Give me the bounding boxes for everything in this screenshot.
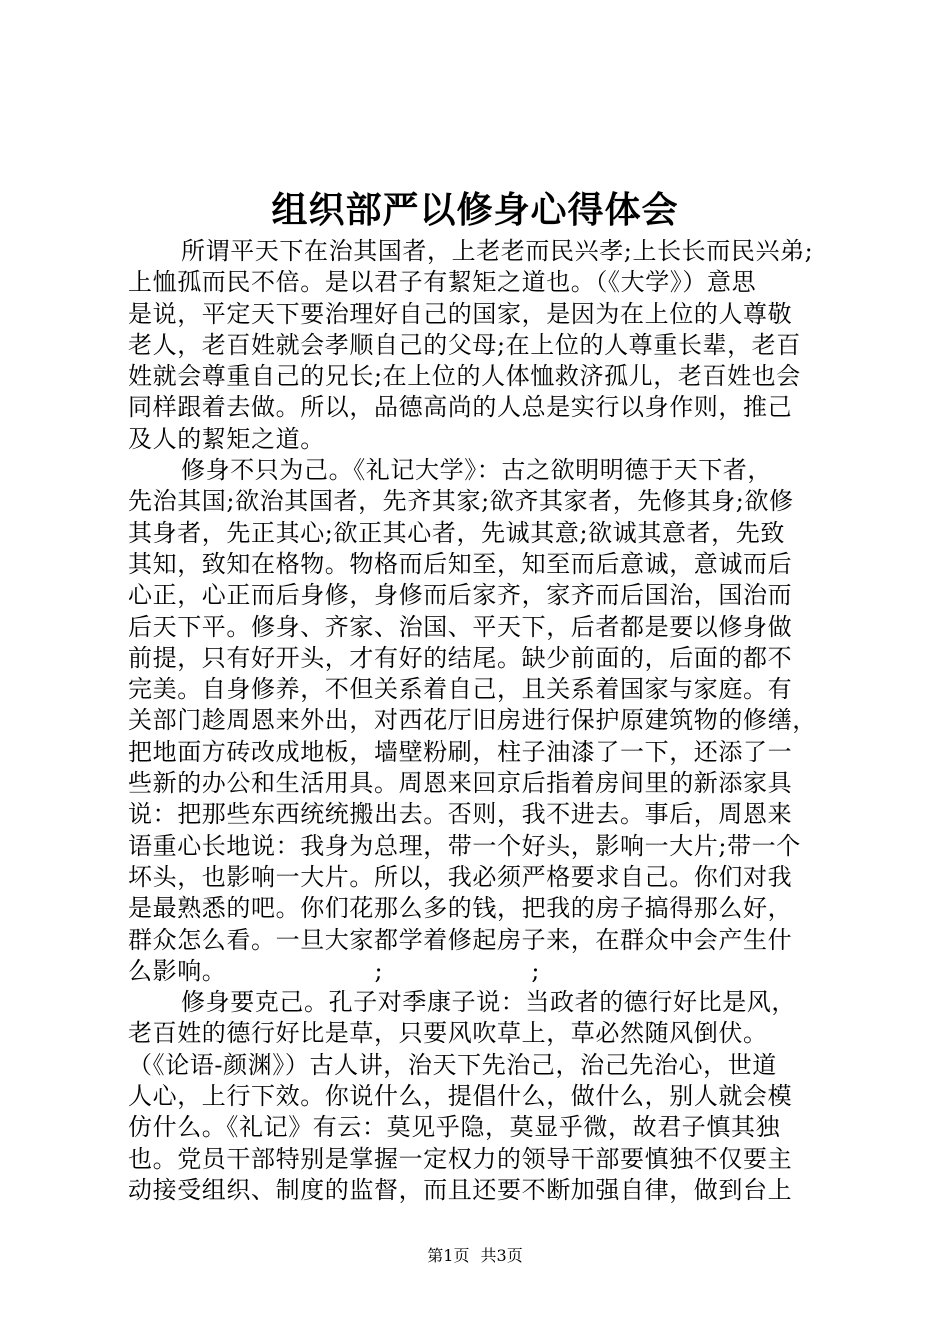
page-total: 共3页 bbox=[480, 1246, 523, 1265]
text-line: 些新的办公和生活用具。周恩来回京后指着房间里的新添家具 bbox=[128, 769, 793, 798]
text-line: 老百姓的德行好比是草，只要风吹草上，草必然随风倒伏。 bbox=[128, 1019, 768, 1048]
text-line: 先治其国;欲治其国者，先齐其家;欲齐其家者，先修其身;欲修 bbox=[128, 487, 794, 516]
text-line: 关部门趁周恩来外出，对西花厅旧房进行保护原建筑物的修缮， bbox=[128, 706, 817, 735]
document-body bbox=[128, 236, 828, 1206]
text-line: 后天下平。修身、齐家、治国、平天下，后者都是要以修身做 bbox=[128, 612, 793, 641]
text-line: 修身要克己。孔子对季康子说：当政者的德行好比是风， bbox=[181, 988, 796, 1017]
text-line: （《论语-颜渊》）古人讲，治天下先治己，治己先治心，世道 bbox=[128, 1050, 777, 1079]
text-line: 姓就会尊重自己的兄长;在上位的人体恤救济孤儿，老百姓也会 bbox=[128, 362, 801, 391]
text-line: 及人的絜矩之道。 bbox=[128, 424, 325, 453]
text-line: 同样跟着去做。所以，品德高尚的人总是实行以身作则，推己 bbox=[128, 393, 793, 422]
text-line: 其知，致知在格物。物格而后知至，知至而后意诚，意诚而后 bbox=[128, 549, 793, 578]
text-line: 上恤孤而民不倍。是以君子有絜矩之道也。（《大学》）意思 bbox=[128, 268, 757, 297]
text-line: 把地面方砖改成地板，墙壁粉刷，柱子油漆了一下，还添了一 bbox=[128, 737, 793, 766]
text-line: 心正，心正而后身修，身修而后家齐，家齐而后国治，国治而 bbox=[128, 581, 793, 610]
text-line: 语重心长地说：我身为总理，带一个好头，影响一大片;带一个 bbox=[128, 831, 801, 860]
text-line: 是最熟悉的吧。你们花那么多的钱，把我的房子搞得那么好， bbox=[128, 894, 793, 923]
text-line: 群众怎么看。一旦大家都学着修起房子来，在群众中会产生什 bbox=[128, 925, 793, 954]
page-footer bbox=[0, 1244, 950, 1268]
text-line: 坏头，也影响一大片。所以，我必须严格要求自己。你们对我 bbox=[128, 862, 793, 891]
text-line: 其身者，先正其心;欲正其心者，先诚其意;欲诚其意者，先致 bbox=[128, 518, 785, 547]
text-line: 人心，上行下效。你说什么，提倡什么，做什么，别人就会模 bbox=[128, 1082, 793, 1111]
document-title: 组织部严以修身心得体会 bbox=[271, 189, 679, 231]
text-line: 前提，只有好开头，才有好的结尾。缺少前面的，后面的都不 bbox=[128, 643, 793, 672]
text-line: 仿什么。《礼记》有云：莫见乎隐，莫显乎微，故君子慎其独 bbox=[128, 1113, 781, 1142]
text-line: 动接受组织、制度的监督，而且还要不断加强自律，做到台上 bbox=[128, 1175, 793, 1204]
text-line: 么影响。 ; ; bbox=[128, 956, 541, 985]
text-line: 也。党员干部特别是掌握一定权力的领导干部要慎独不仅要主 bbox=[128, 1144, 793, 1173]
text-line: 修身不只为己。《礼记大学》：古之欲明明德于天下者， bbox=[181, 456, 772, 485]
page-number: 第1页 bbox=[427, 1246, 470, 1265]
text-line: 所谓平天下在治其国者，上老老而民兴孝;上长长而民兴弟; bbox=[181, 237, 814, 265]
text-line: 是说，平定天下要治理好自己的国家，是因为在上位的人尊敬 bbox=[128, 299, 793, 328]
text-line: 完美。自身修养，不但关系着自己，且关系着国家与家庭。有 bbox=[128, 675, 793, 704]
text-line: 说：把那些东西统统搬出去。否则，我不进去。事后，周恩来 bbox=[128, 800, 793, 829]
text-line: 老人，老百姓就会孝顺自己的父母;在上位的人尊重长辈，老百 bbox=[128, 330, 801, 359]
